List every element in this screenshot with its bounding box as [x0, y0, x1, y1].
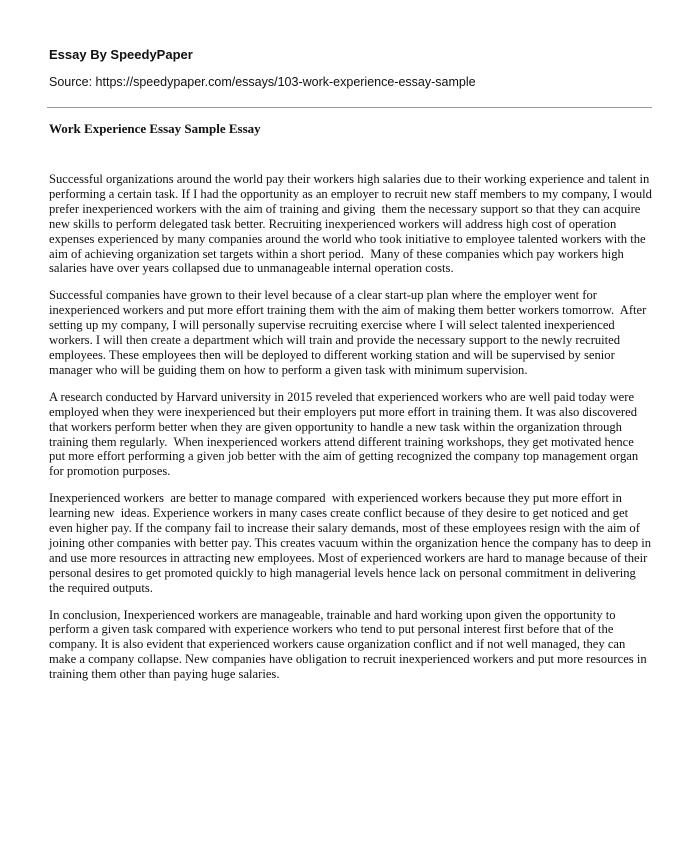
essay-paragraph: Successful organizations around the world pay their workers high salaries due to their working experience and talent in performing a certain task. If I had the opportunity as an employer to recruit new staff members to my company, I would prefer inexperienced workers with the aim of training and giving them the necessary support so that they can acquire new skills to perform delegated task better. Recruiting inexperienced workers will address high cost of operation expenses experienced by many companies around the world who took initiative to employee talented workers with the aim of achieving organization set targets within a short period. Many of these companies which pay workers high salaries have over years collapsed due to unmanageable internal operation costs. — [49, 172, 656, 276]
site-title: Essay By SpeedyPaper — [49, 47, 193, 62]
essay-title: Work Experience Essay Sample Essay — [49, 121, 261, 136]
essay-paragraph: A research conducted by Harvard university in 2015 reveled that experienced workers who are well paid today were employed when they were inexperienced but their employers put more effort in training them. It was also discovered that workers perform better when they are given opportunity to handle a new task within the organization through training them regularly. When inexperienced workers attend different training workshops, they get motivated hence put more effort performing a given job better with the aim of getting recognized the company top management organ for promotion purposes. — [49, 389, 642, 479]
essay-paragraph: Inexperienced workers are better to manage compared with experienced workers because they put more effort in learning new ideas. Experience workers in many cases create conflict because of they desire to get noticed and get even higher pay. If the company fail to increase their salary demands, most of these employees resign with the aim of joining other companies with better pay. This creates vacuum within the organization hence the company has to deep in and use more resources in attracting new employees. Most of experienced workers are hard to manage because of their personal desires to get promoted quickly to high managerial levels hence lack on personal commitment in delivering the required outputs. — [49, 491, 655, 595]
source-line: Source: https://speedypaper.com/essays/103-work-experience-essay-sample — [49, 75, 476, 89]
essay-paragraph: Successful companies have grown to their level because of a clear start-up plan where the employer went for inexperienced workers and put more effort training them with the aim of making them better workers tomorrow. After setting up my company, I will personally supervise recruiting exercise where I will select talented inexperienced workers. I will then create a department which will train and provide the necessary support to the newly recruited employees. These employees then will be deployed to different working station and will be supervised by senior manager who will be guiding them on how to perform a given task with minimum supervision. — [49, 288, 650, 377]
divider — [47, 107, 652, 108]
essay-paragraph: In conclusion, Inexperienced workers are manageable, trainable and hard working upon given the opportunity to perform a given task compared with experience workers who tend to put personal interest first before that of the company. It is also evident that experienced workers cause organization conflict and if not well managed, they can make a company collapse. New companies have obligation to recruit inexperienced workers and put more resources in training them other than paying huge salaries. — [49, 607, 650, 682]
essay-body — [49, 172, 656, 694]
